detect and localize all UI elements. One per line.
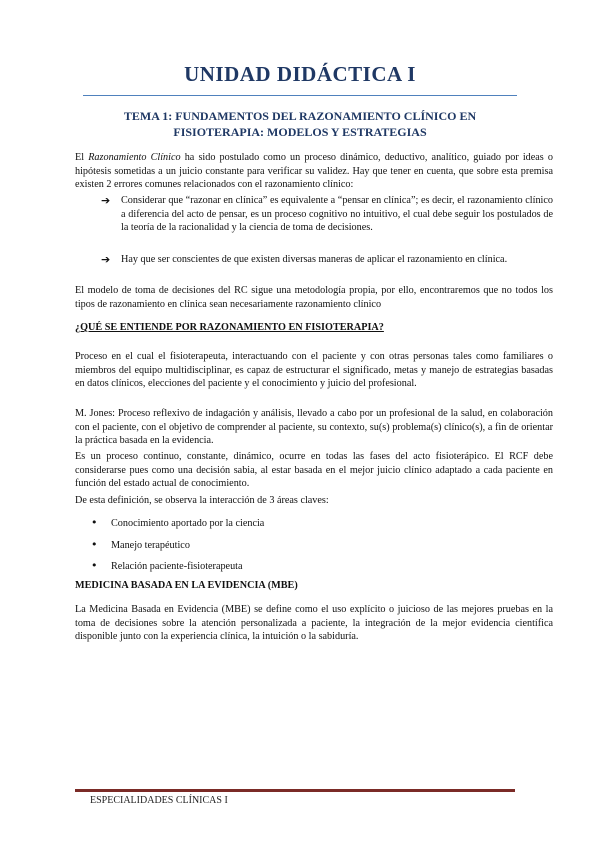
intro-paragraph [75, 151, 553, 192]
arrow-icon: ➔ [101, 194, 111, 207]
mbe-paragraph: La Medicina Basada en Evidencia (MBE) se define como el uso explícito o juicioso de las mejores pruebas en la toma de decisiones sobre la atención personalizada a paciente, la integración de la mejor evidencia científica disponible junto con la experiencia clínica, la intuición o la sabiduría. [75, 604, 553, 642]
error-item-2 [101, 253, 553, 267]
error-item-1-text: Considerar que “razonar en clínica” es equivalente a “pensar en clínica”; es decir, el razonamiento clínico a diferencia del acto de pensar, es un proceso cognitivo no intuitivo, el cual debe seguir los postulados de la teoría de la racionalidad y la ciencia de toma de decisiones. [121, 195, 553, 233]
area-item-1 [91, 516, 265, 531]
title-divider [83, 95, 517, 96]
footer-divider [75, 789, 515, 792]
area-item-3 [91, 559, 243, 574]
areas-intro-paragraph: De esta definición, se observa la interacción de 3 áreas claves: [75, 495, 329, 506]
page-footer: ESPECIALIDADES CLÍNICAS I [90, 795, 228, 806]
topic-subtitle [110, 108, 490, 140]
section-heading-mbe: MEDICINA BASADA EN LA EVIDENCIA (MBE) [75, 580, 298, 591]
jones-paragraph: M. Jones: Proceso reflexivo de indagación y análisis, llevado a cabo por un profesional de la salud, en colaboración con el paciente, con el objetivo de comprender al paciente, su contexto, su(s) problema(s) clínico(s), a fin de orientar la práctica basada en la evidencia. [75, 408, 553, 446]
area-item-2-text: Manejo terapéutico [111, 540, 190, 551]
intro-italic-term: Razonamiento Clínico [88, 152, 181, 163]
area-item-3-text: Relación paciente-fisioterapeuta [111, 561, 243, 572]
error-item-2-text: Hay que ser conscientes de que existen diversas maneras de aplicar el razonamiento en clínica. [121, 254, 508, 265]
process-paragraph: Es un proceso continuo, constante, dinámico, ocurre en todas las fases del acto fisioterápico. El RCF debe considerarse pues como una decisión sabia, al estar basada en el mejor juicio clínico adaptado a cada paciente en función del estado actual de conocimiento. [75, 451, 553, 489]
subtitle-line-1: TEMA 1: FUNDAMENTOS DEL RAZONAMIENTO CLÍNICO EN [123, 109, 477, 123]
area-item-2 [91, 538, 190, 553]
area-item-1-text: Conocimiento aportado por la ciencia [111, 518, 265, 529]
subtitle-line-2: FISIOTERAPIA: MODELOS Y ESTRATEGIAS [173, 125, 427, 139]
bullet-icon: • [91, 559, 98, 572]
intro-pre: El [75, 152, 89, 163]
bullet-icon: • [91, 516, 98, 529]
page-title: UNIDAD DIDÁCTICA I [184, 62, 416, 86]
model-paragraph: El modelo de toma de decisiones del RC sigue una metodología propia, por ello, encontraremos que no todos los tipos de razonamiento en clínica sean necesariamente razonamiento clínico [75, 285, 553, 310]
section-heading-razonamiento: ¿QUÉ SE ENTIENDE POR RAZONAMIENTO EN FISIOTERAPIA? [75, 322, 384, 333]
definition-paragraph: Proceso en el cual el fisioterapeuta, interactuando con el paciente y con otras personas tales como familiares o miembros del equipo multidisciplinar, es capaz de estructurar el significado, metas y manejo de estrategias basadas en datos clínicos, elecciones del paciente y el conocimiento y juicio del profesional. [75, 351, 553, 389]
arrow-icon: ➔ [101, 253, 111, 266]
error-item-1 [101, 194, 553, 235]
bullet-icon: • [91, 538, 98, 551]
intro-post: ha sido postulado como un proceso dinámico, deductivo, analítico, guiado por ideas o hipótesis sometidas a un juicio constante para verificar su validez. Hay que tener en cuenta, que sobre esta premisa existen 2 errores comunes relacionados con el razonamiento clínico: [75, 152, 553, 190]
